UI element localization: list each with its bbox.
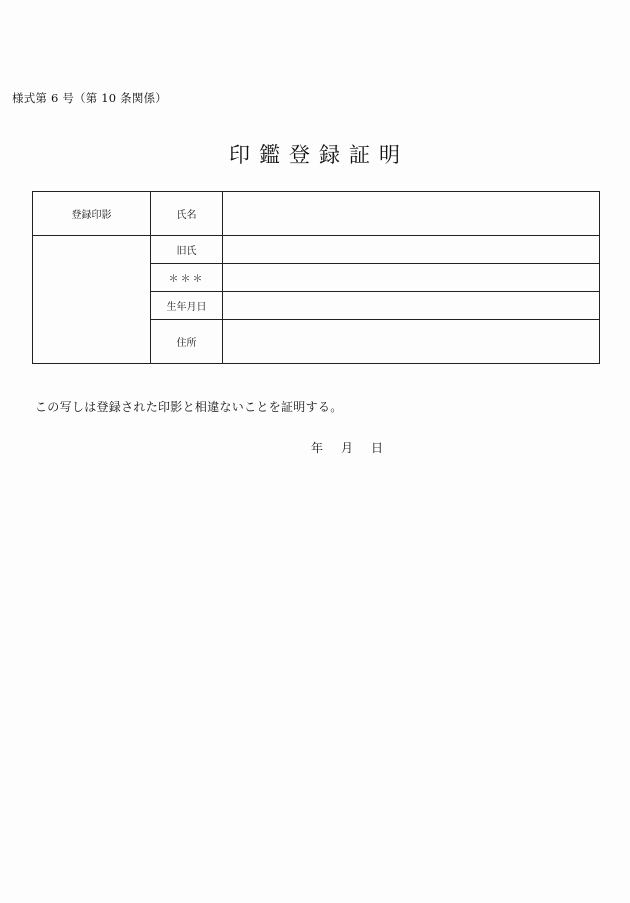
birthdate-label: 生年月日 bbox=[151, 292, 223, 320]
address-value bbox=[223, 320, 600, 364]
date-year: 年 bbox=[311, 441, 324, 455]
name-value bbox=[223, 192, 600, 236]
seal-label-cell: 登録印影 bbox=[33, 192, 151, 236]
certificate-table bbox=[32, 191, 600, 364]
document-title: 印鑑登録証明 bbox=[229, 143, 409, 167]
table-row-name bbox=[33, 192, 600, 236]
date-day: 日 bbox=[371, 441, 384, 455]
name-label: 氏名 bbox=[151, 192, 223, 236]
table-row-former-surname bbox=[33, 236, 600, 264]
former-surname-label: 旧氏 bbox=[151, 236, 223, 264]
former-surname-value bbox=[223, 236, 600, 264]
date-line bbox=[311, 439, 383, 456]
form-number: 様式第 6 号（第 10 条関係） bbox=[12, 91, 167, 105]
address-label: 住所 bbox=[151, 320, 223, 364]
masked-label: ＊＊＊ bbox=[151, 264, 223, 292]
masked-value bbox=[223, 264, 600, 292]
birthdate-value bbox=[223, 292, 600, 320]
seal-impression-area bbox=[33, 236, 151, 364]
date-month: 月 bbox=[341, 441, 354, 455]
certification-statement: この写しは登録された印影と相違ないことを証明する。 bbox=[35, 400, 343, 414]
